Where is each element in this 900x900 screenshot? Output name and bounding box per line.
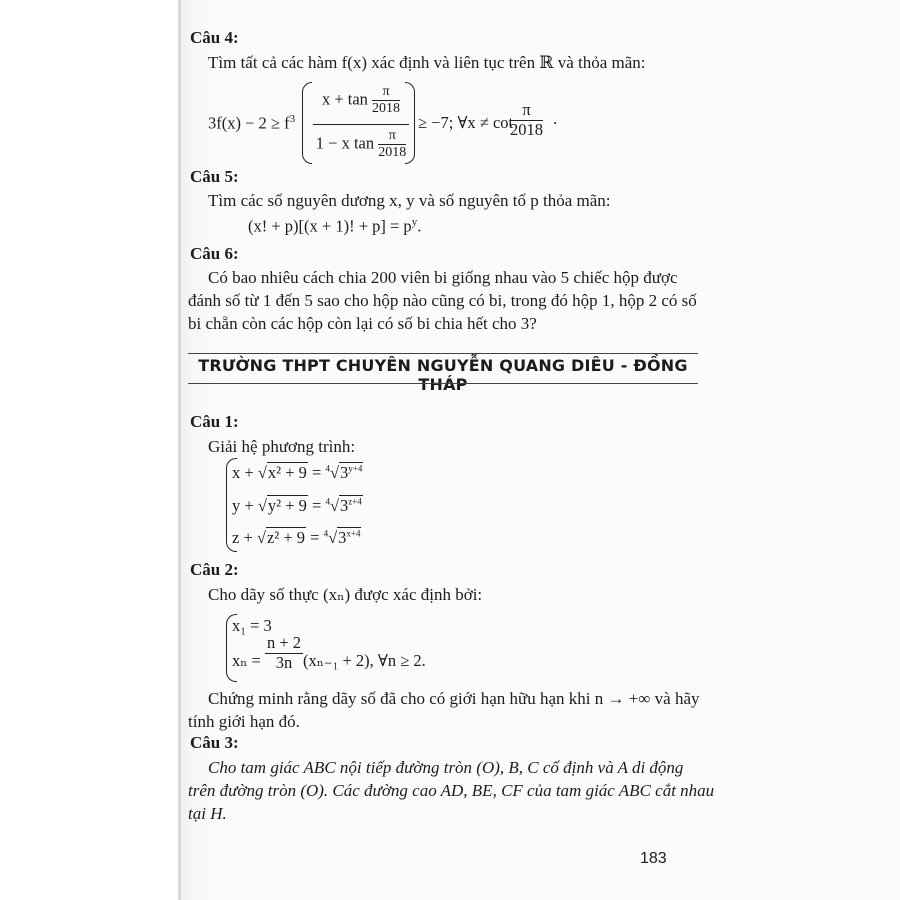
c2-line1: Chứng minh rằng dãy số đã cho có giới hạn hữu hạn khi n → +∞ và hãy xyxy=(208,689,700,708)
c3-line2: trên đường tròn (O). Các đường cao AD, BE, CF của tam giác ABC cắt nhau xyxy=(188,781,715,800)
q6-heading: Câu 6: xyxy=(190,244,239,263)
c1-eq2: $y + √y^2 + 9 = ^4√3^{z+4}$ xyxy=(232,496,362,515)
c2-text: Cho dãy số thực (xₙ) được xác định bởi: xyxy=(208,585,483,604)
q4-cot-fraction: $\frac{\pi}{2018}$ . xyxy=(510,100,558,139)
school-banner: TRƯỜNG THPT CHUYÊN NGUYỄN QUANG DIÊU - ĐỒNG THÁP xyxy=(198,356,688,394)
c1-heading: Câu 1: xyxy=(190,412,239,431)
c3-line1: Cho tam giác ABC nội tiếp đường tròn (O), B, C cố định và A di động xyxy=(208,758,684,777)
q4-heading: Câu 4: xyxy=(190,28,239,47)
q4-text: Tìm tất cả các hàm f(x) xác định và liên tục trên ℝ và thỏa mãn: xyxy=(208,53,646,72)
q4-left-paren xyxy=(302,82,312,164)
q4-denominator: 1 − x tan $\frac{\pi}{2018}$ xyxy=(315,128,407,161)
banner-bottom-rule xyxy=(188,383,698,384)
q6-line2: đánh số từ 1 đến 5 sao cho hộp nào cũng có bi, trong đó hộp 1, hộp 2 có số xyxy=(188,291,697,310)
q4-fraction-bar xyxy=(313,124,409,125)
c3-line3: tại H. xyxy=(188,804,227,823)
q5-heading: Câu 5: xyxy=(190,167,239,186)
c3-heading: Câu 3: xyxy=(190,733,239,752)
c2-seq-first: x₁ = 3 xyxy=(232,616,272,635)
q4-lhs: $3f(x) - 2 \ge f^3$ xyxy=(208,113,296,133)
c1-eq1: $x + √x^2 + 9 = ^4√3^{y+4}$ xyxy=(232,463,363,482)
c2-seq-recurrence: xₙ = $\frac{n + 2}{3n}$ (xₙ₋₁ + 2), ∀n ≥ 2. xyxy=(232,632,426,672)
c1-text: Giải hệ phương trình: xyxy=(208,437,356,456)
c2-line2: tính giới hạn đó. xyxy=(188,712,300,731)
q6-line3: bi chẵn còn các hộp còn lại có số bi chia hết cho 3? xyxy=(188,314,537,333)
q4-rhs: ≥ −7; ∀x ≠ cot xyxy=(418,113,514,132)
c1-eq3: $z + √z^2 + 9 = ^4√3^{x+4}$ xyxy=(232,528,361,547)
q5-equation: (x! + p)[(x + 1)! + $p] = p^y$. xyxy=(248,216,422,236)
page-gutter xyxy=(178,0,181,900)
c2-heading: Câu 2: xyxy=(190,560,239,579)
q6-line1: Có bao nhiêu cách chia 200 viên bi giống nhau vào 5 chiếc hộp được xyxy=(208,268,678,287)
q5-text: Tìm các số nguyên dương x, y và số nguyên tố p thỏa mãn: xyxy=(208,191,611,210)
banner-top-rule xyxy=(188,353,698,354)
q4-right-paren xyxy=(405,82,415,164)
q4-numerator: x + tan $\frac{\pi}{2018}$ xyxy=(321,84,401,117)
page-number: 183 xyxy=(640,850,667,867)
